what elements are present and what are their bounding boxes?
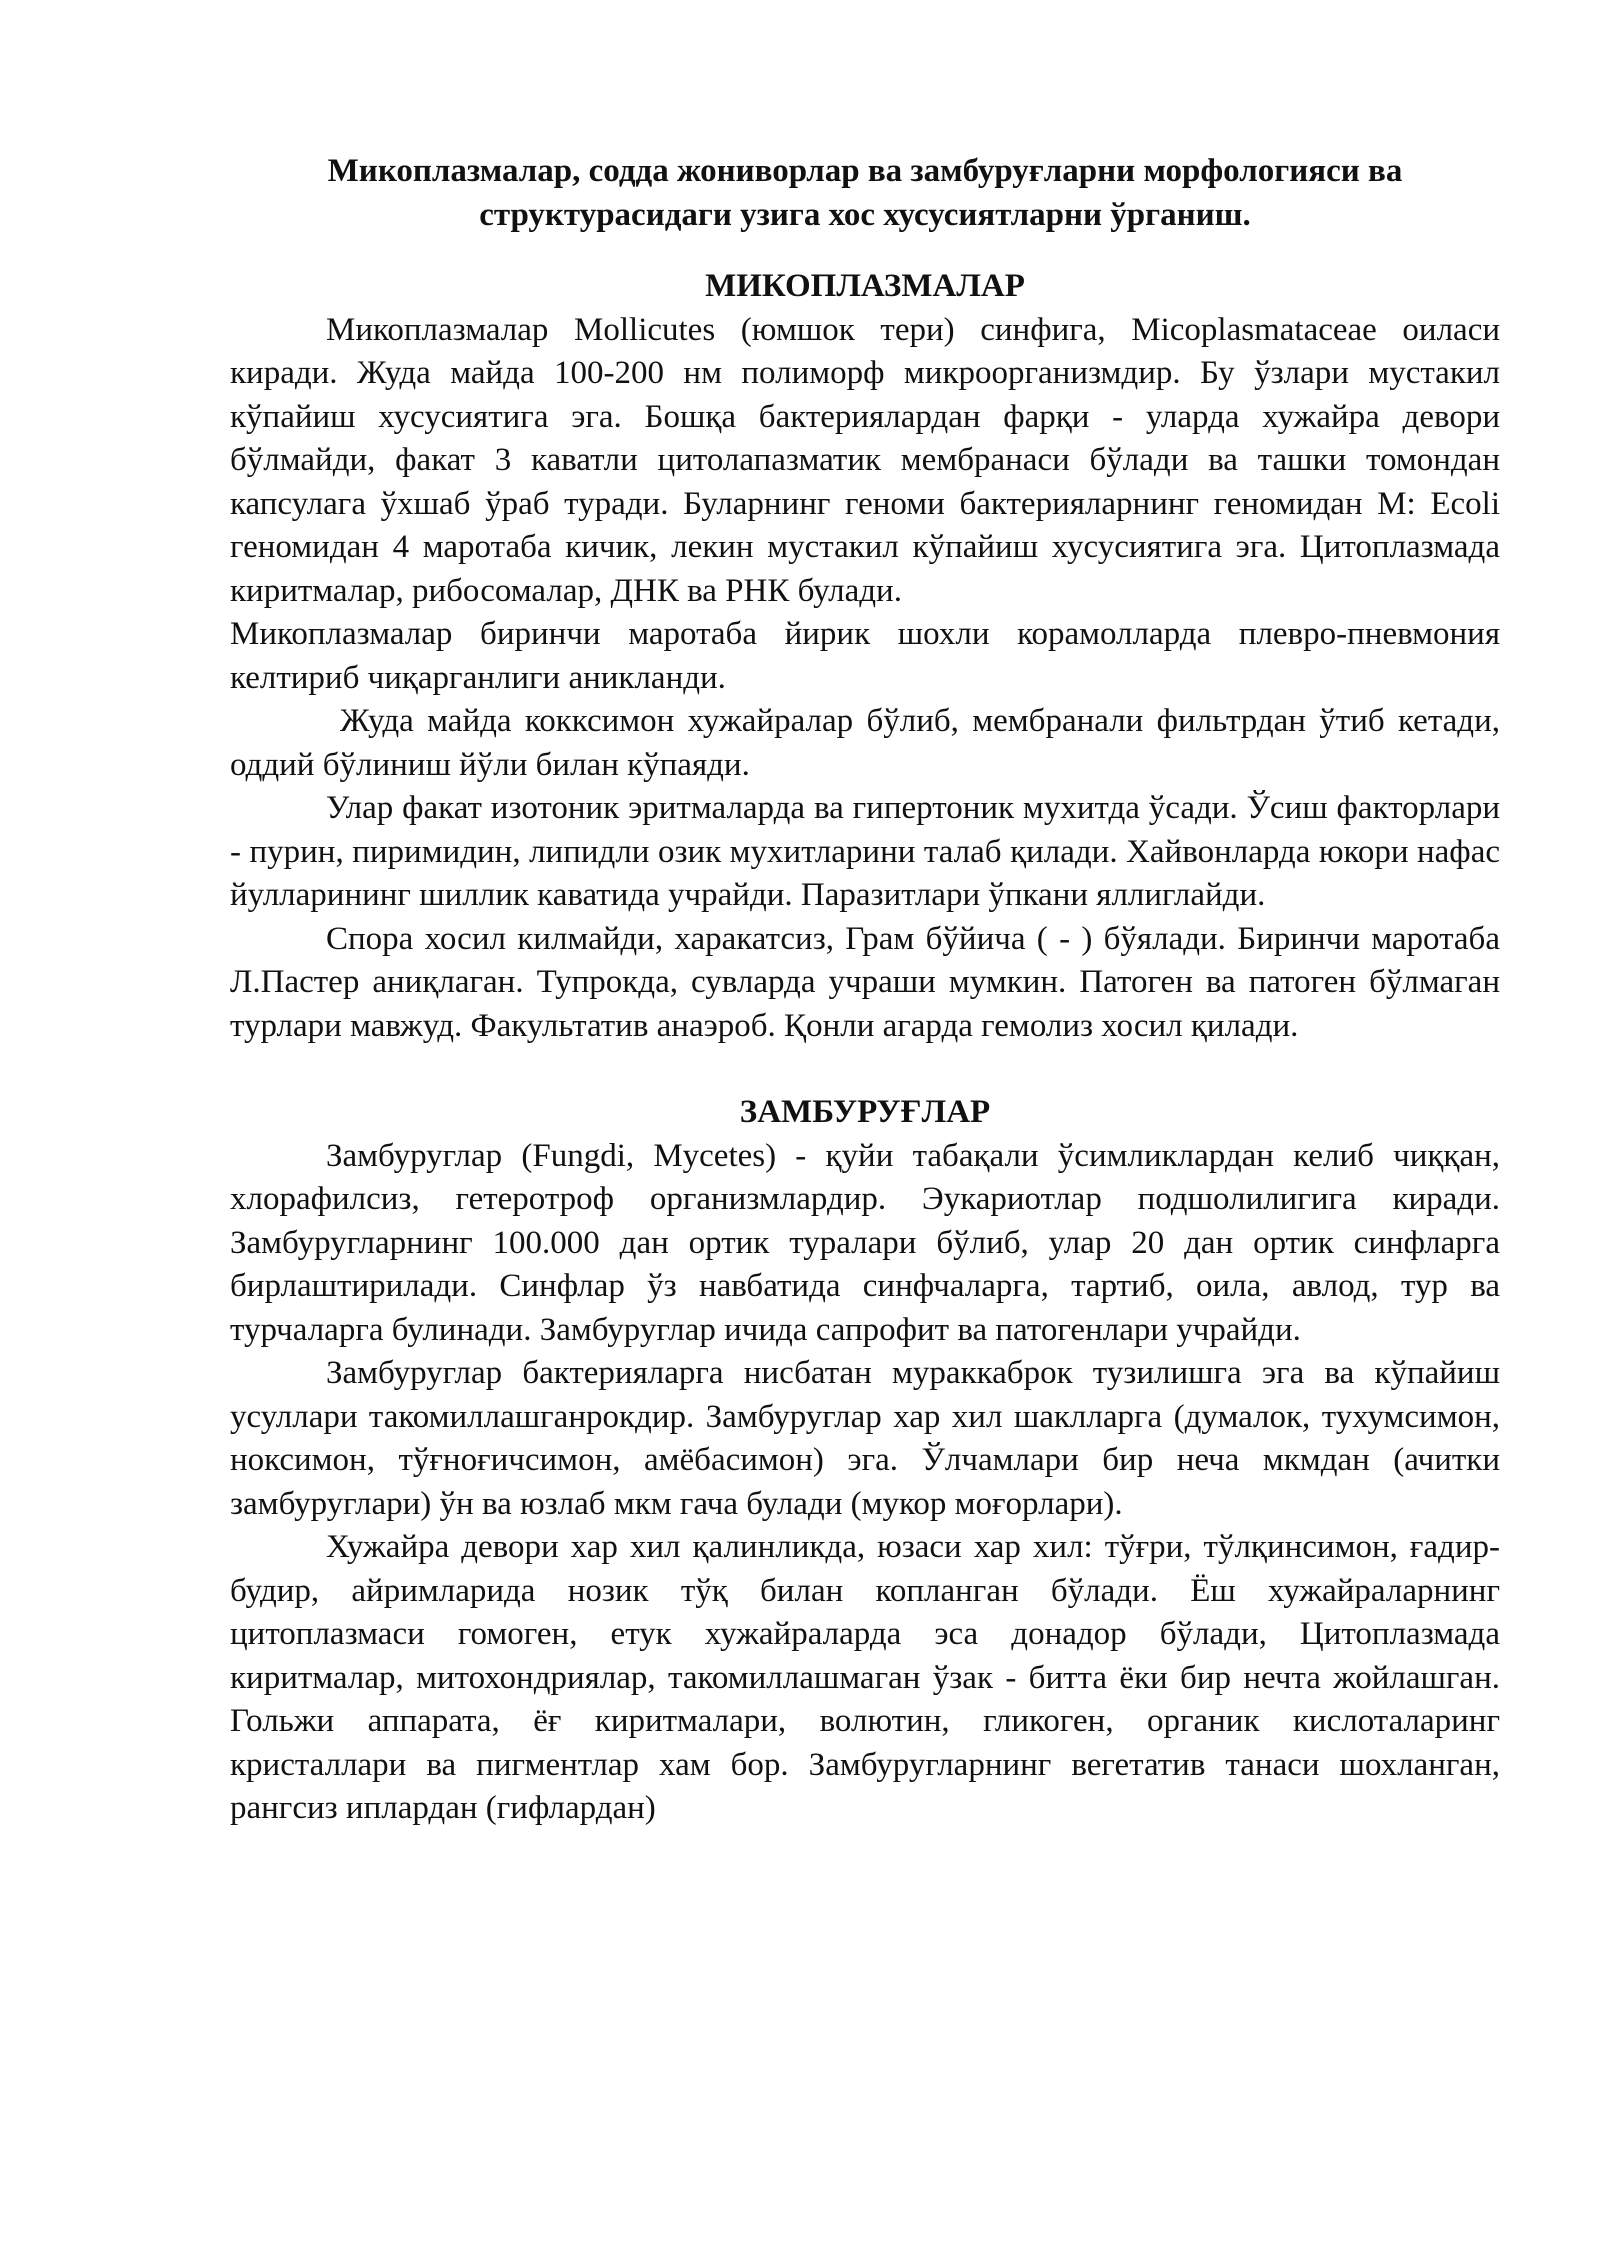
section-heading-fungi: ЗАМБУРУҒЛАР [739, 1094, 991, 1130]
paragraph: Жуда майда кокксимон хужайралар бўлиб, мембранали фильтрдан ўтиб кетади, оддий бўлиниш йўли билан кўпаяди. [230, 703, 1500, 783]
paragraph: Микоплазмалар биринчи маротаба йирик шохли корамолларда плевро-пневмония келтириб чиқарганлиги аникланди. [230, 616, 1500, 696]
paragraph: Улар факат изотоник эритмаларда ва гипертоник мухитда ўсади. Ўсиш факторлари - пурин, пиримидин, липидли озик мухитларини талаб қилади. Хайвонларда юкори нафас йулларининг шиллик каватида учрайди. Паразитлари ўпкани яллиглайди. [230, 790, 1500, 913]
document-title: Микоплазмалар, содда жониворлар ва замбуруғларни морфологияси ва структурасидаги узига хос хусусиятларни ўрганиш. [327, 153, 1403, 233]
paragraph: Микоплазмалар Mollicutes (юмшок тери) синфига, Micoplasmataceae оиласи киради. Жуда майда 100-200 нм полиморф микроорганизмдир. Бу ўзлари мустакил кўпайиш хусусиятига эга. Бошқа бактериялардан фарқи - уларда хужайра девори бўлмайди, факат 3 каватли цитолапазматик мембранаси бўлади ва ташки томондан капсулага ўхшаб ўраб туради. Буларнинг геноми бактерияларнинг геномидан М: Ecoli геномидан 4 маротаба кичик, лекин мустакил кўпайиш хусусиятига эга. Цитоплазмада киритмалар, рибосомалар, ДНК ва РНК булади. [230, 311, 1500, 609]
document-page [230, 150, 1500, 1831]
section-spacer [230, 1048, 1500, 1091]
paragraph: Замбуруглар бактерияларга нисбатан мураккаброк тузилишга эга ва кўпайиш усуллари такомиллашганрокдир. Замбуруглар хар хил шаклларга (думалок, тухумсимон, ноксимон, тўғноғичсимон, амёбасимон) эга. Ўлчамлари бир неча мкмдан (ачитки замбуруглари) ўн ва юзлаб мкм гача булади (мукор моғорлари). [230, 1355, 1500, 1522]
paragraph: Спора хосил килмайди, харакатсиз, Грам бўйича ( - ) бўялади. Биринчи маротаба Л.Пастер аниқлаган. Тупрокда, сувларда учраши мумкин. Патоген ва патоген бўлмаган турлари мавжуд. Факультатив анаэроб. Қонли агарда гемолиз хосил қилади. [230, 920, 1500, 1044]
paragraph: Хужайра девори хар хил қалинликда, юзаси хар хил: тўғри, тўлқинсимон, ғадир-будир, айримларида нозик тўқ билан копланган бўлади. Ёш хужайраларнинг цитоплазмаси гомоген, етук хужайраларда эса донадор бўлади, Цитоплазмада киритмалар, митохондриялар, такомиллашмаган ўзак - битта ёки бир нечта жойлашган. Гольжи аппарата, ёғ киритмалари, волютин, гликоген, органик кислоталаринг кристаллари ва пигментлар хам бор. Замбуругларнинг вегетатив танаси шохланган, рангсиз иплардан (гифлардан) [230, 1529, 1500, 1826]
section-heading-mycoplasma: МИКОПЛАЗМАЛАР [705, 268, 1025, 304]
paragraph: Замбуруглар (Fungdi, Mycetes) - қуйи табақали ўсимликлардан келиб чиққан, хлорафилсиз, гетеротроф организмлардир. Эукариотлар подшолилигига киради. Замбуругларнинг 100.000 дан ортик туралари бўлиб, улар 20 дан ортик синфларга бирлаштирилади. Синфлар ўз навбатида синфчаларга, тартиб, оила, авлод, тур ва турчаларга булинади. Замбуруглар ичида сапрофит ва патогенлари учрайди. [230, 1137, 1500, 1348]
